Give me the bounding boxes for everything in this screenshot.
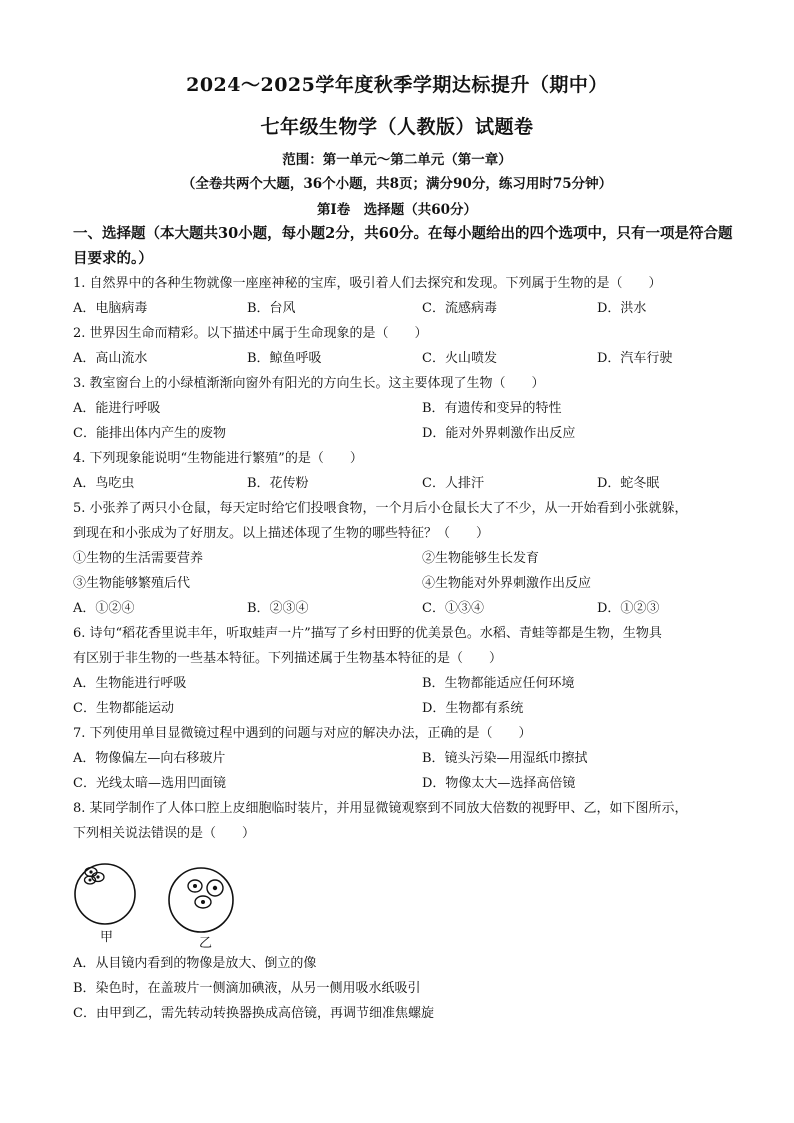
q5-option-d: D．①②③ (597, 601, 660, 616)
q5-statement-1: ①生物的生活需要营养 (73, 551, 204, 566)
q6-option-c: C．生物都能运动 (73, 701, 174, 716)
q4-option-c: C．人排汗 (422, 476, 484, 491)
q7-option-c: C．光线太暗—选用凹面镜 (73, 776, 226, 791)
q5-option-a: A．①②④ (73, 601, 135, 616)
question-4-stem: 4. 下列现象能说明“生物能进行繁殖”的是（ ） (73, 451, 363, 466)
volume-heading: 第Ⅰ卷 选择题（共60分） (316, 202, 478, 218)
q6-option-b: B．生物都能适应任何环境 (422, 676, 575, 691)
q6-option-a: A．生物能进行呼吸 (73, 676, 187, 691)
q7-option-a: A．物像偏左—向右移玻片 (73, 751, 226, 766)
q2-option-a: A．高山流水 (73, 351, 148, 366)
question-8-stem-line2: 下列相关说法错误的是（ ） (73, 826, 256, 841)
field-jia-nucleus-1 (89, 870, 92, 873)
q3-option-d: D．能对外界刺激作出反应 (422, 426, 576, 441)
q7-option-b: B．镜头污染—用湿纸巾擦拭 (422, 751, 588, 766)
q3-option-c: C．能排出体内产生的废物 (73, 426, 226, 441)
microscope-field-figure (73, 850, 253, 950)
q1-option-a: A．电脑病毒 (73, 301, 148, 316)
question-5-stem-line2: 到现在和小张成为了好朋友。以上描述体现了生物的哪些特征？（ ） (73, 526, 490, 541)
q2-option-b: B．鲸鱼呼吸 (247, 351, 322, 366)
field-yi-label: 乙 (199, 936, 213, 951)
q2-option-d: D．汽车行驶 (597, 351, 673, 366)
q3-option-b: B．有遗传和变异的特性 (422, 401, 562, 416)
question-6-stem-line2: 有区别于非生物的一些基本特征。下列描述属于生物基本特征的是（ ） (73, 651, 503, 666)
exam-range: 范围：第一单元～第二单元（第一章） (282, 152, 512, 168)
q1-option-d: D．洪水 (597, 301, 647, 316)
field-yi-circle (169, 868, 233, 932)
field-jia-nucleus-3 (89, 879, 92, 882)
q8-option-c: C．由甲到乙，需先转动转换器换成高倍镜，再调节细准焦螺旋 (73, 1006, 434, 1021)
q1-option-c: C．流感病毒 (422, 301, 497, 316)
field-jia-circle (75, 864, 135, 924)
q4-option-a: A．鸟吃虫 (73, 476, 135, 491)
q1-option-b: B．台风 (247, 301, 296, 316)
question-3-stem: 3. 教室窗台上的小绿植渐渐向窗外有阳光的方向生长。这主要体现了生物（ ） (73, 376, 545, 391)
q7-option-d: D．物像太大—选择高倍镜 (422, 776, 576, 791)
q2-option-c: C．火山喷发 (422, 351, 497, 366)
field-jia-label: 甲 (100, 930, 114, 945)
q5-option-b: B．②③④ (247, 601, 309, 616)
q5-statement-3: ③生物能够繁殖后代 (73, 576, 191, 591)
exam-subtitle: 七年级生物学（人教版）试题卷 (260, 116, 534, 138)
q5-option-c: C．①③④ (422, 601, 484, 616)
question-2-stem: 2. 世界因生命而精彩。以下描述中属于生命现象的是（ ） (73, 326, 428, 341)
q5-statement-2: ②生物能够生长发育 (422, 551, 540, 566)
field-yi-nucleus-2 (213, 886, 217, 890)
question-5-stem-line1: 5. 小张养了两只小仓鼠，每天定时给它们投喂食物，一个月后小仓鼠长大了不少，从一开始看到小张就躲， (73, 501, 688, 516)
q4-option-b: B．花传粉 (247, 476, 309, 491)
q8-option-a: A．从目镜内看到的物像是放大、倒立的像 (73, 956, 317, 971)
exam-title: 2024～2025学年度秋季学期达标提升（期中） (186, 74, 608, 96)
question-6-stem-line1: 6. 诗句“稻花香里说丰年，听取蛙声一片”描写了乡村田野的优美景色。水稻、青蛙等都是生物，生物具 (73, 626, 662, 641)
field-yi-nucleus-1 (193, 884, 197, 888)
question-8-stem-line1: 8. 某同学制作了人体口腔上皮细胞临时装片，并用显微镜观察到不同放大倍数的视野甲、乙，如下图所示， (73, 801, 688, 816)
q5-statement-4: ④生物能对外界刺激作出反应 (422, 576, 592, 591)
question-7-stem: 7. 下列使用单目显微镜过程中遇到的问题与对应的解决办法，正确的是（ ） (73, 726, 532, 741)
q4-option-d: D．蛇冬眠 (597, 476, 660, 491)
question-1-stem: 1. 自然界中的各种生物就像一座座神秘的宝库，吸引着人们去探究和发现。下列属于生物的是（ ） (73, 276, 662, 291)
section-intro: 一、选择题（本大题共30小题，每小题2分，共60分。在每小题给出的四个选项中，只有一项是符合题目要求的。） (73, 225, 733, 267)
field-yi-nucleus-3 (201, 900, 205, 904)
q6-option-d: D．生物都有系统 (422, 701, 524, 716)
field-jia-nucleus-2 (96, 875, 99, 878)
q3-option-a: A．能进行呼吸 (73, 401, 161, 416)
q8-option-b: B．染色时，在盖玻片一侧滴加碘液，从另一侧用吸水纸吸引 (73, 981, 421, 996)
exam-note: （全卷共两个大题，36个小题，共8页；满分90分，练习用时75分钟） (181, 176, 613, 192)
